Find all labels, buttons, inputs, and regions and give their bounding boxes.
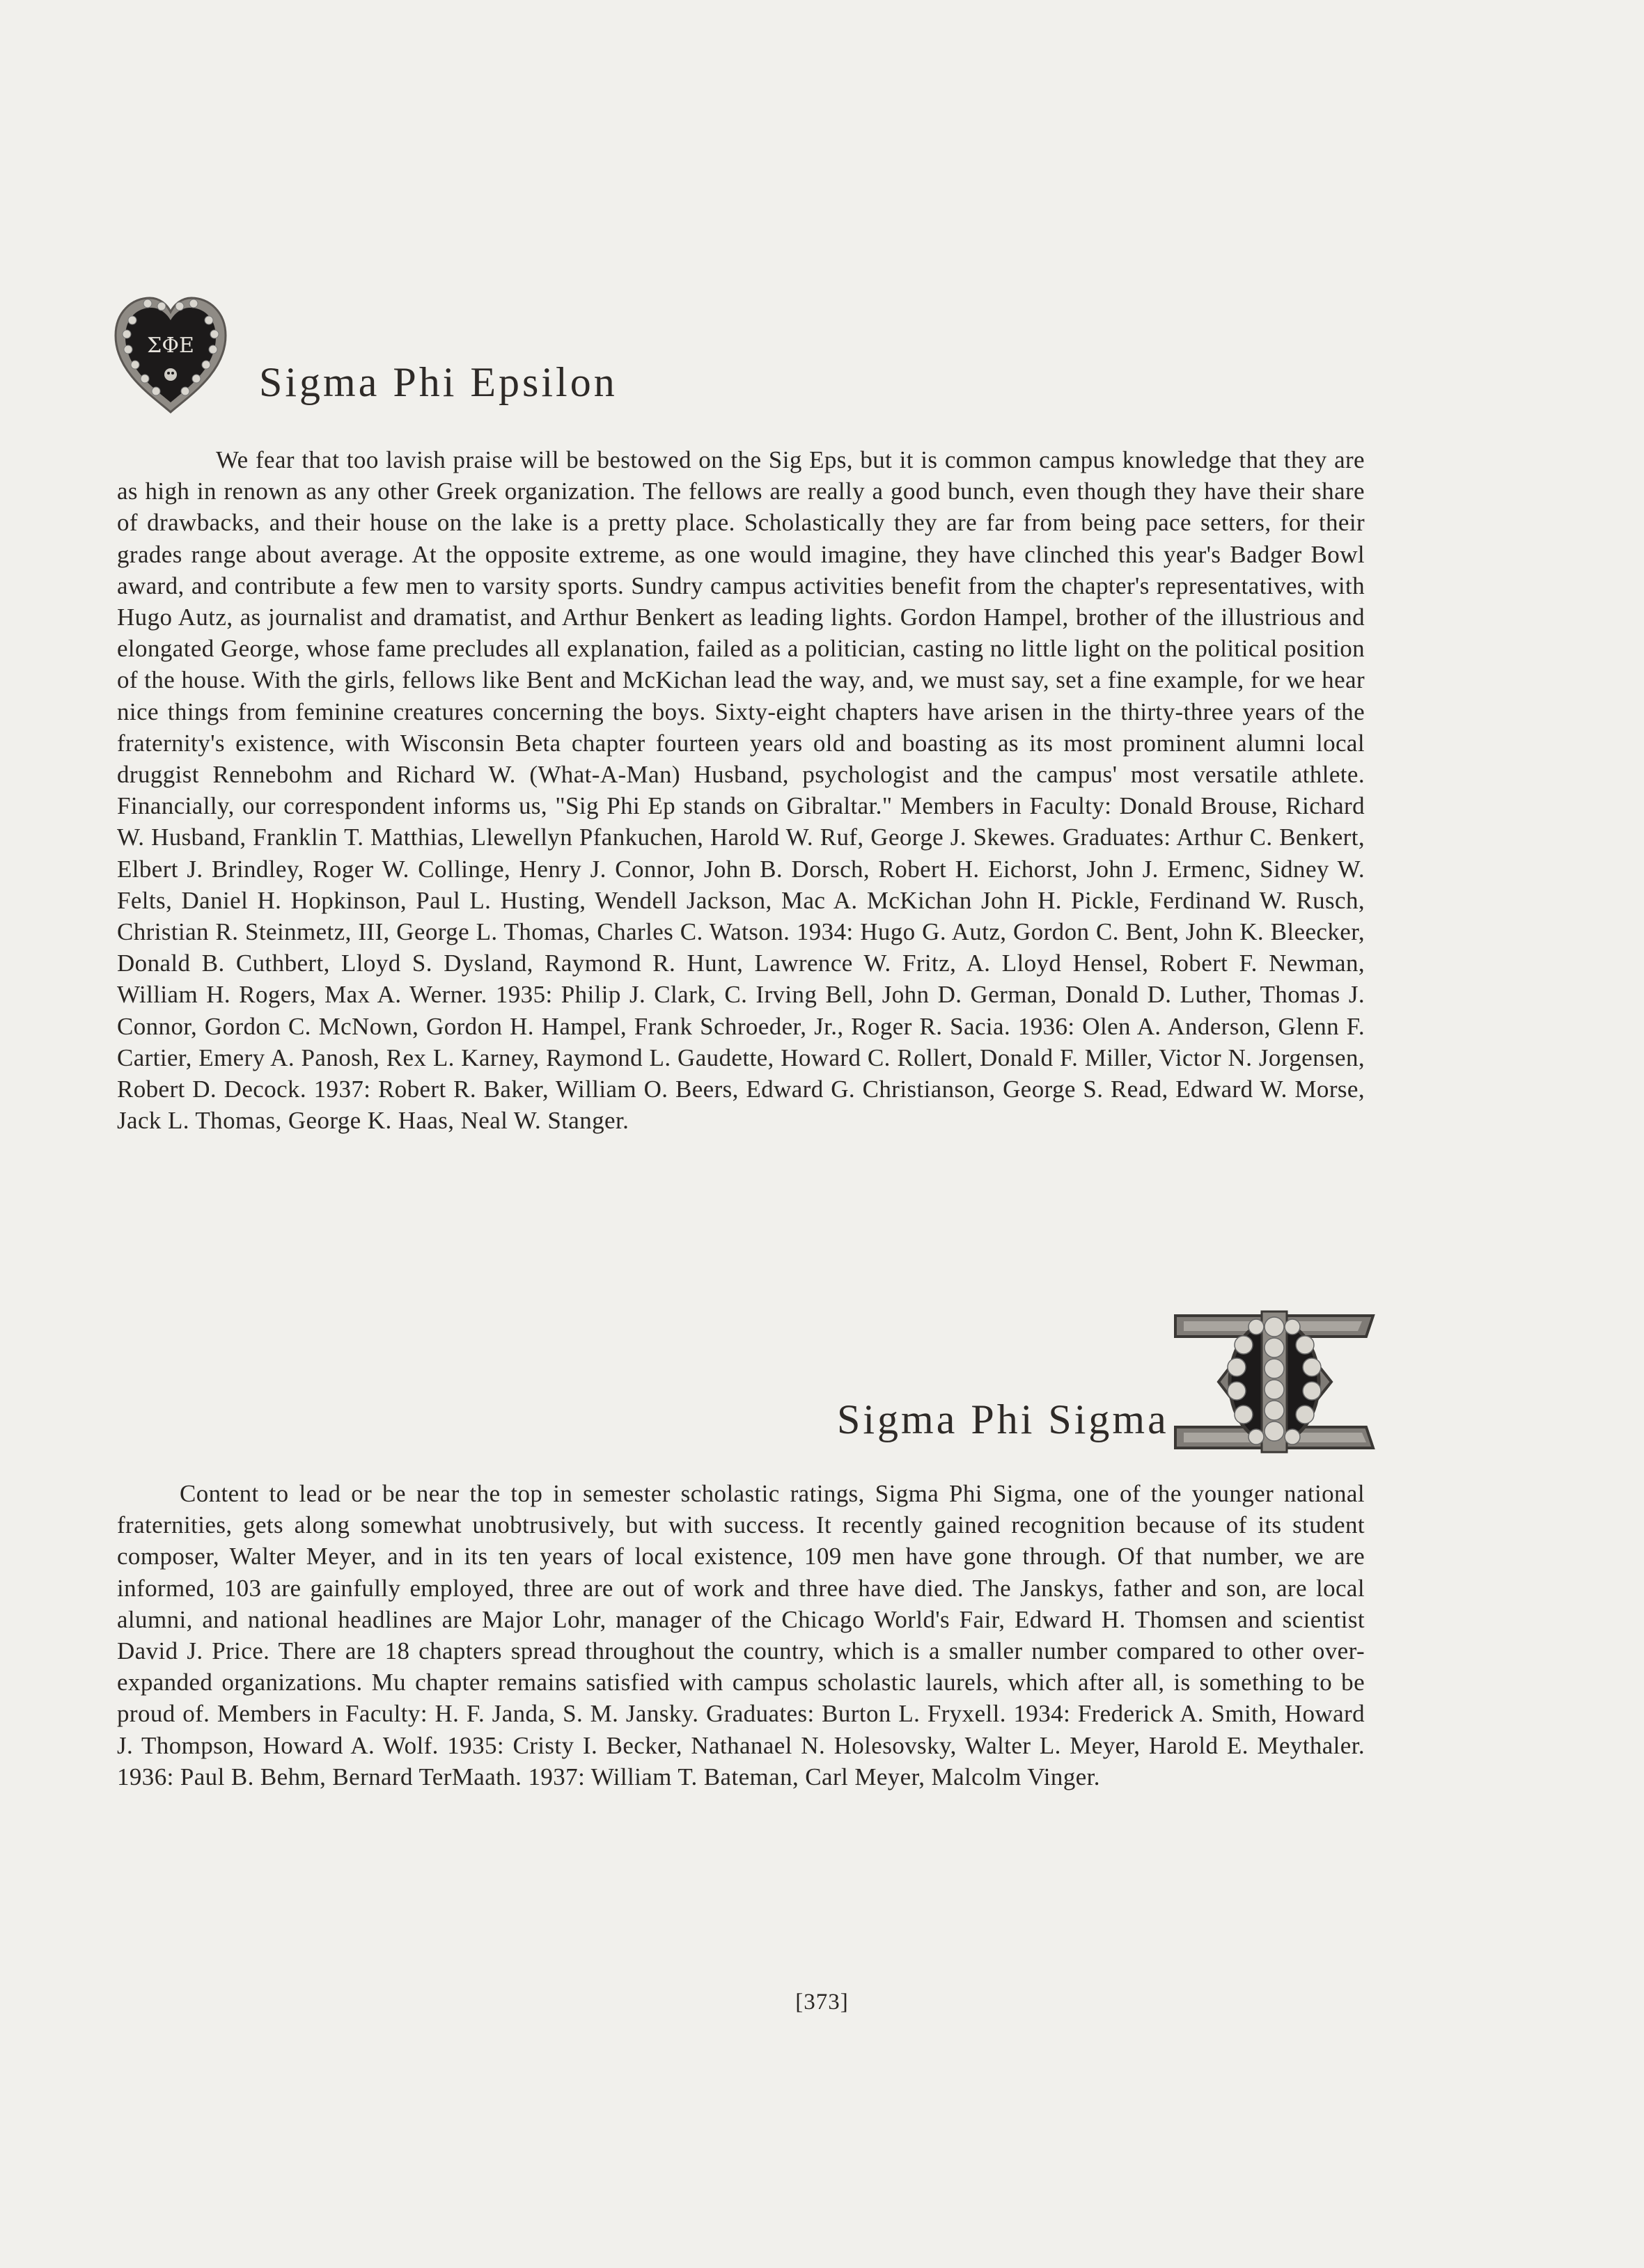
section-title-sigma-phi-epsilon: Sigma Phi Epsilon <box>259 359 618 405</box>
section-body-sigma-phi-sigma: Content to lead or be near the top in semester scholastic ratings, Sigma Phi Sigma, one of the younger national fraternities, gets along somewhat unobtrusively, but with success. It recently gained recognition because of its student composer, Walter Meyer, and in its ten years of local existence, 109 men have gone through. Of that number, we are informed, 103 are gainfully employed, three are out of work and three have died. The Janskys, father and son, are local alumni, and national headlines are Major Lohr, manager of the Chicago World's Fair, Edward H. Thomsen and scientist David J. Price. There are 18 chapters spread throughout the country, which is a smaller number compared to other over-expanded organizations. Mu chapter remains satisfied with campus scholastic laurels, which after all, is something to be proud of. Members in Faculty: H. F. Janda, S. M. Jansky. Graduates: Burton L. Fryxell. 1934: Frederick A. Smith, Howard J. Thompson, Howard A. Wolf. 1935: Cristy I. Becker, Nathanael N. Holesovsky, Walter L. Meyer, Harold E. Meythaler. 1936: Paul B. Behm, Bernard TerMaath. 1937: William T. Bateman, Carl Meyer, Malcolm Vinger. <box>117 1480 1365 1790</box>
section-title-sigma-phi-sigma: Sigma Phi Sigma <box>837 1396 1169 1442</box>
badge-greek-letters: ΣΦΕ <box>147 333 194 358</box>
section-body-sigma-phi-epsilon: We fear that too lavish praise will be bestowed on the Sig Eps, but it is common campus knowledge that they are as high in renown as any other Greek organization. The fellows are really a good bunch, even though they have their share of drawbacks, and their house on the lake is a pretty place. Scholastically they are far from being pace setters, for their grades range about average. At the opposite extreme, as one would imagine, they have clinched this year's Badger Bowl award, and contribute a few men to varsity sports. Sundry campus activities benefit from the chapter's representatives, with Hugo Autz, as journalist and dramatist, and Arthur Benkert as leading lights. Gordon Hampel, brother of the illustrious and elongated George, whose fame precludes all explanation, failed as a politician, casting no little light on the political position of the house. With the girls, fellows like Bent and McKichan lead the way, and, we must say, set a fine example, for we hear nice things from feminine creatures concerning the boys. Sixty-eight chapters have arisen in the thirty-three years of the fraternity's existence, with Wisconsin Beta chapter fourteen years old and boasting as its most prominent alumni local druggist Rennebohm and Richard W. (What-A-Man) Husband, psychologist and the campus' most versatile athlete. Financially, our correspondent informs us, "Sig Phi Ep stands on Gibraltar." Members in Faculty: Donald Brouse, Richard W. Husband, Franklin T. Matthias, Llewellyn Pfankuchen, Harold W. Ruf, George J. Skewes. Graduates: Arthur C. Benkert, Elbert J. Brindley, Roger W. Collinge, Henry J. Connor, John B. Dorsch, Robert H. Eichorst, John J. Ermenc, Sidney W. Felts, Daniel H. Hopkinson, Paul L. Husting, Wendell Jackson, Mac A. McKichan John H. Pickle, Ferdinand W. Rusch, Christian R. Steinmetz, III, George L. Thomas, Charles C. Watson. 1934: Hugo G. Autz, Gordon C. Bent, John K. Bleecker, Donald B. Cuthbert, Lloyd S. Dysland, Raymond R. Hunt, Lawrence W. Fritz, A. Lloyd Hensel, Robert F. Newman, William H. Rogers, Max A. Werner. 1935: Philip J. Clark, C. Irving Bell, John D. German, Donald D. Luther, Thomas J. Connor, Gordon C. McNown, Gordon H. Hampel, Frank Schroeder, Jr., Roger R. Sacia. 1936: Olen A. Anderson, Glenn F. Cartier, Emery A. Panosh, Rex L. Karney, Raymond L. Gaudette, Howard C. Rollert, Donald F. Miller, Victor N. Jorgensen, Robert D. Decock. 1937: Robert R. Baker, William O. Beers, Edward G. Christianson, George S. Read, Edward W. Morse, Jack L. Thomas, George K. Haas, Neal W. Stanger. <box>117 446 1365 1135</box>
sigma-phi-epsilon-heart-badge-icon <box>111 292 230 418</box>
page-number: [373] <box>795 1990 849 2015</box>
sigma-phi-sigma-pearl-badge-icon <box>1170 1309 1379 1455</box>
